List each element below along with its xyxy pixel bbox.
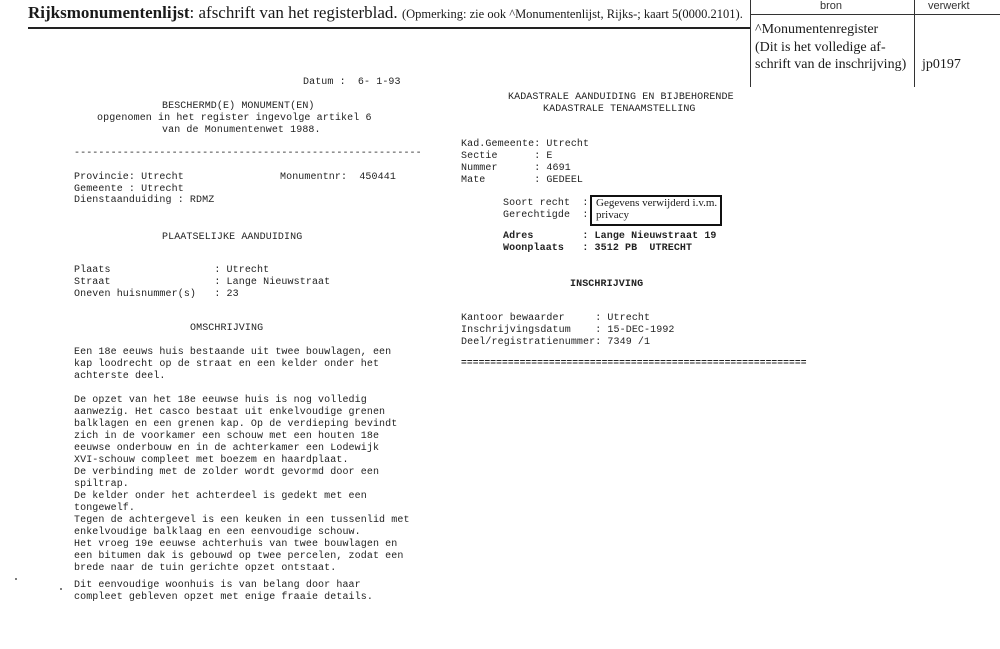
description-line: Tegen de achtergevel is een keuken in een tussenlid met [74, 515, 410, 526]
header-divider [28, 27, 750, 29]
description-line: eeuwse onderbouw en in de achterkamer een Lodewijk [74, 443, 380, 454]
doc-heading-3: van de Monumentenwet 1988. [162, 125, 321, 136]
description-line: Dit eenvoudige woonhuis is van belang door haar [74, 580, 361, 591]
dienstaanduiding-field: Dienstaanduiding : RDMZ [74, 195, 215, 206]
omschrijving-heading: OMSCHRIJVING [190, 323, 264, 334]
description-line: balklagen en een grenen kap. Op de verdieping bevindt [74, 419, 398, 430]
source-line-2: (Dit is het volledige af- [755, 40, 886, 55]
description-line: enkelvoudige balklaag en een eenvoudige schouw. [74, 527, 361, 538]
side-box-header-rule [750, 14, 1000, 15]
huisnummer-field: Oneven huisnummer(s) : 23 [74, 289, 239, 300]
description-line: tongewelf. [74, 503, 136, 514]
kadastrale-heading-1: KADASTRALE AANDUIDING EN BIJBEHORENDE [508, 92, 734, 103]
doc-end-divider: =========================================================== [461, 357, 807, 368]
kad-gemeente-field: Kad.Gemeente: Utrecht [461, 139, 590, 150]
gemeente-field: Gemeente : Utrecht [74, 184, 184, 195]
description-line: compleet gebleven opzet met enige fraaie details. [74, 592, 373, 603]
privacy-redaction-box [590, 195, 722, 226]
straat-field: Straat : Lange Nieuwstraat [74, 277, 331, 288]
title-bold: Rijksmonumentenlijst [28, 3, 190, 22]
inschrijvingsdatum-field: Inschrijvingsdatum : 15-DEC-1992 [461, 325, 675, 336]
description-line: De kelder onder het achterdeel is gedekt met een [74, 491, 367, 502]
adres-field: Adres : Lange Nieuwstraat 19 [503, 231, 717, 242]
deel-registratienummer-field: Deel/registratienummer: 7349 /1 [461, 337, 651, 348]
woonplaats-field: Woonplaats : 3512 PB UTRECHT [503, 243, 693, 254]
description-line: spiltrap. [74, 479, 129, 490]
description-line: Een 18e eeuws huis bestaande uit twee bouwlagen, een [74, 347, 392, 358]
sectie-field: Sectie : E [461, 151, 553, 162]
title-note: (Opmerking: zie ook ^Monumentenlijst, Rijks-; kaart 5(0000.2101). [401, 7, 743, 21]
bron-column-header: bron [820, 0, 843, 12]
mate-field: Mate : GEDEEL [461, 175, 584, 186]
description-line: een bitumen dak is gebouwd op twee percelen, zodat een [74, 551, 404, 562]
soort-recht-label: Soort recht : [503, 198, 589, 209]
provincie-field: Provincie: Utrecht [74, 172, 184, 183]
description-line: brede naar de tuin gerichte opzet ontstaat. [74, 563, 337, 574]
gerechtigde-label: Gerechtigde : [503, 210, 589, 221]
description-line: Het vroeg 19e eeuwse achterhuis van twee bouwlagen en [74, 539, 398, 550]
kantoor-bewaarder-field: Kantoor bewaarder : Utrecht [461, 313, 651, 324]
plaats-field: Plaats : Utrecht [74, 265, 270, 276]
description-line: kap loodrecht op de straat en een kelder onder het [74, 359, 380, 370]
privacy-redaction-text: Gegevens verwijderd i.v.m. privacy [596, 197, 718, 221]
kadastrale-heading-2: KADASTRALE TENAAMSTELLING [543, 104, 696, 115]
description-line: De verbinding met de zolder wordt gevormd door een [74, 467, 380, 478]
scan-speck [60, 588, 62, 590]
source-line-3: schrift van de inschrijving) [755, 57, 907, 72]
verwerkt-column-header: verwerkt [928, 0, 970, 12]
title-rest: : afschrift van het registerblad. [189, 3, 398, 22]
nummer-field: Nummer : 4691 [461, 163, 571, 174]
description-line: aanwezig. Het casco bestaat uit enkelvoudige grenen [74, 407, 386, 418]
description-line: XVI-schouw compleet met boezem en haardplaat. [74, 455, 349, 466]
description-line: De opzet van het 18e eeuwse huis is nog volledig [74, 395, 367, 406]
page-title [28, 3, 743, 23]
inschrijving-heading: INSCHRIJVING [570, 279, 644, 290]
plaatselijke-aanduiding-heading: PLAATSELIJKE AANDUIDING [162, 232, 303, 243]
scan-speck [15, 578, 17, 580]
source-line-1: ^Monumentenregister [755, 22, 879, 37]
processed-code: jp0197 [922, 57, 961, 72]
description-line: achterste deel. [74, 371, 166, 382]
doc-heading-1: BESCHERMD(E) MONUMENT(EN) [162, 101, 315, 112]
description-line: zich in de voorkamer een schouw met een houten 18e [74, 431, 380, 442]
monumentnr-field: Monumentnr: 450441 [280, 172, 396, 183]
document-date: Datum : 6- 1-93 [303, 77, 401, 88]
doc-heading-2: opgenomen in het register ingevolge artikel 6 [97, 113, 372, 124]
doc-divider: --------------------------------------------------------- [74, 148, 422, 159]
